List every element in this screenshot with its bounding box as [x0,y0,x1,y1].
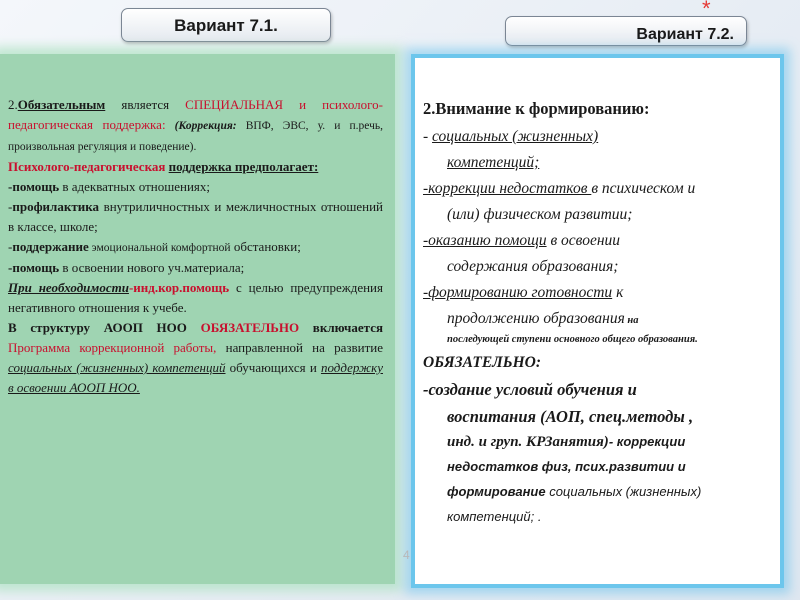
asterisk-mark: * [702,0,711,21]
list-item-conditions: -создание условий обучения и [423,380,637,399]
variant-7-2-text [423,96,773,530]
paragraph-individual-help: При необходимости-инд.кор.помощь с целью предупреждения негативного отношения к учебе. [8,280,383,315]
variant-7-2-panel [411,54,784,588]
variant-7-1-text [8,95,383,398]
list-item-help: -помощь в адекватных отношениях; [8,179,210,194]
list-item-assistance-cont: содержания образования; [447,258,619,275]
obligatory-heading: ОБЯЗАТЕЛЬНО: [423,354,542,371]
list-item-conditions-tail: инд. и груп. КРЗанятия)- коррекции недостатков физ, псих.развитии и формирование социальных (жизненных) компетенций; . [447,434,702,524]
page-number: 4 [403,548,410,562]
list-item-correction-cont: (или) физическом развитии; [447,206,633,223]
list-item-assistance: -оказанию помощи в освоении [423,232,621,249]
list-item-conditions-cont: воспитания (АОП, спец.методы , [447,407,694,426]
paragraph-required-support: 2.Обязательным является СПЕЦИАЛЬНАЯ и психолого-педагогическая поддержка: (Коррекция: ВПФ, ЭВС, у. и п.речь, произвольная регуляция и поведение). [8,97,384,153]
list-item-prevention: -профилактика внутриличностных и межличностных отношений в классе, школе; [8,199,383,234]
list-item-learning-help: -помощь в освоении нового уч.материала; [8,260,245,275]
variant-7-2-heading: 2.Внимание к формированию: [423,99,650,118]
list-item-readiness: -формированию готовности к [423,284,624,301]
list-item-social-competences: - социальных (жизненных) [423,128,599,145]
variant-7-1-tab[interactable]: Вариант 7.1. [121,8,331,42]
list-item-maintenance: -поддержание эмоциональной комфортной обстановки; [8,239,301,254]
variant-7-2-tab[interactable]: Вариант 7.2. [505,16,747,46]
list-item-readiness-note: последующей ступени основного общего образования. [447,334,698,345]
list-item-readiness-cont: продолжению образования на [447,310,639,327]
list-item-correction: -коррекции недостатков в психическом и [423,180,696,197]
paragraph-support-definition: Психолого-педагогическая поддержка предполагает: [8,159,319,174]
list-item-social-competences-cont: компетенций; [447,154,540,171]
paragraph-program-structure: В структуру АООП НОО ОБЯЗАТЕЛЬНО включается Программа коррекционной работы, направленной на развитие социальных (жизненных) компетенций обучающихся и поддержку в освоении АООП НОО. [8,320,384,395]
